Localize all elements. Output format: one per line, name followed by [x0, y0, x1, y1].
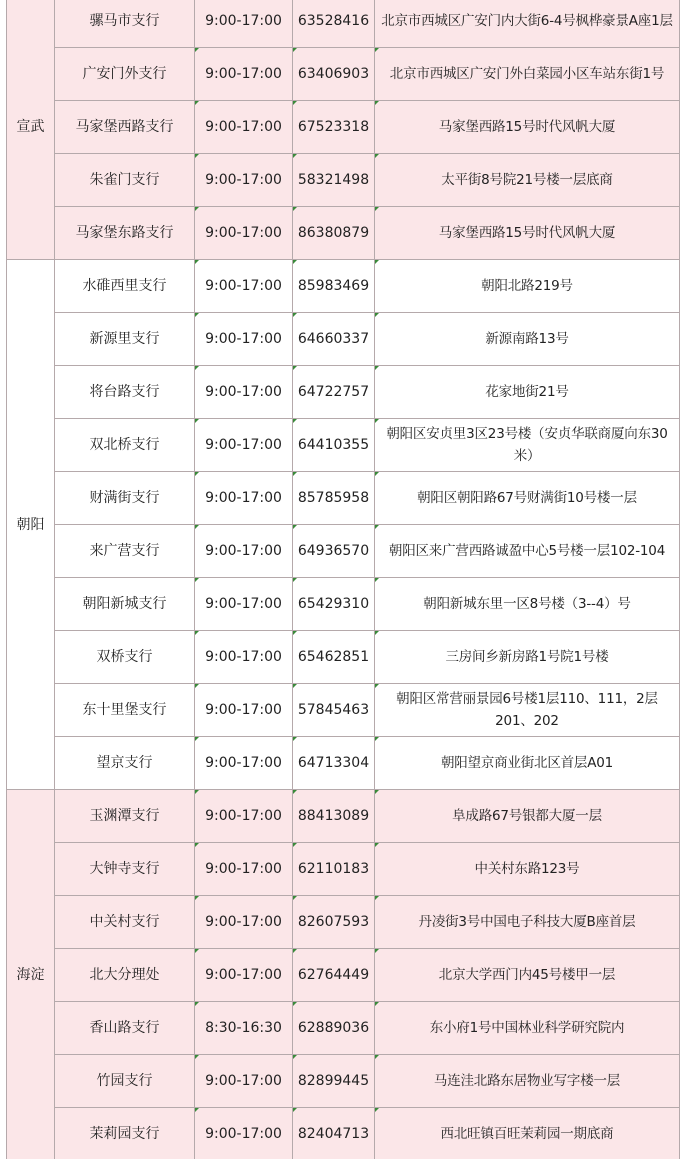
- address-cell-text: 马家堡西路15号时代风帆大厦: [438, 119, 616, 135]
- phone-cell: [293, 313, 375, 366]
- branch-name-cell: [55, 101, 195, 154]
- address-cell-text: 新源南路13号: [485, 331, 569, 347]
- branch-name-cell-text: 新源里支行: [89, 331, 160, 347]
- table-row: [7, 843, 680, 896]
- hours-cell: [195, 843, 293, 896]
- hours-cell: [195, 207, 293, 260]
- phone-cell-text: 64722757: [297, 384, 370, 400]
- branch-name-cell-text: 马家堡东路支行: [75, 225, 174, 241]
- phone-cell-text: 63406903: [297, 66, 370, 82]
- address-cell-text: 花家地街21号: [485, 384, 569, 400]
- cell-marker-icon: [375, 684, 379, 688]
- table-row: [7, 1108, 680, 1159]
- branch-name-cell-text: 骡马市支行: [89, 13, 160, 29]
- phone-cell: [293, 1055, 375, 1108]
- phone-cell-text: 62110183: [297, 861, 370, 877]
- phone-cell: [293, 1108, 375, 1159]
- cell-marker-icon: [293, 949, 297, 953]
- table-row: [7, 1002, 680, 1055]
- hours-cell-text: 9:00-17:00: [205, 967, 282, 983]
- cell-marker-icon: [375, 260, 379, 264]
- branch-name-cell-text: 香山路支行: [89, 1020, 160, 1036]
- table-row: [7, 896, 680, 949]
- cell-marker-icon: [293, 101, 297, 105]
- cell-marker-icon: [195, 48, 199, 52]
- phone-cell: [293, 790, 375, 843]
- cell-marker-icon: [375, 525, 379, 529]
- phone-cell-text: 85983469: [297, 278, 370, 294]
- phone-cell: [293, 419, 375, 472]
- cell-marker-icon: [195, 1002, 199, 1006]
- branch-name-cell-text: 东十里堡支行: [82, 702, 167, 718]
- address-cell-text: 东小府1号中国林业科学研究院内: [429, 1020, 625, 1036]
- table-row: [7, 260, 680, 313]
- hours-cell: [195, 578, 293, 631]
- district-group: [7, 0, 680, 260]
- hours-cell-text: 9:00-17:00: [205, 384, 282, 400]
- branch-name-cell-text: 广安门外支行: [82, 66, 167, 82]
- branch-name-cell-text: 中关村支行: [89, 914, 160, 930]
- branch-name-cell: [55, 1002, 195, 1055]
- branch-name-cell-text: 马家堡西路支行: [75, 119, 174, 135]
- phone-cell: [293, 896, 375, 949]
- address-cell-text: 马家堡西路15号时代风帆大厦: [438, 225, 616, 241]
- phone-cell: [293, 0, 375, 48]
- cell-marker-icon: [293, 737, 297, 741]
- cell-marker-icon: [293, 419, 297, 423]
- phone-cell-text: 62889036: [297, 1020, 370, 1036]
- cell-marker-icon: [195, 896, 199, 900]
- table-row: [7, 48, 680, 101]
- branch-name-cell: [55, 48, 195, 101]
- branch-name-cell: [55, 843, 195, 896]
- cell-marker-icon: [375, 790, 379, 794]
- phone-cell-text: 65462851: [297, 649, 370, 665]
- address-cell: [375, 1002, 680, 1055]
- address-cell: [375, 525, 680, 578]
- branch-name-cell-text: 玉渊潭支行: [89, 808, 160, 824]
- branch-name-cell: [55, 366, 195, 419]
- phone-cell-text: 64713304: [297, 755, 370, 771]
- branch-name-cell-text: 水碓西里支行: [82, 278, 167, 294]
- table-row: [7, 684, 680, 737]
- hours-cell-text: 9:00-17:00: [205, 702, 282, 718]
- cell-marker-icon: [375, 472, 379, 476]
- address-cell-text: 朝阳区常营丽景园6号楼1层110、111，2层201、202: [396, 691, 658, 729]
- branch-name-cell: [55, 313, 195, 366]
- address-cell-text: 中关村东路123号: [474, 861, 580, 877]
- branch-name-cell: [55, 949, 195, 1002]
- cell-marker-icon: [195, 154, 199, 158]
- hours-cell-text: 9:00-17:00: [205, 13, 282, 29]
- cell-marker-icon: [375, 1055, 379, 1059]
- hours-cell: [195, 631, 293, 684]
- phone-cell: [293, 48, 375, 101]
- address-cell-text: 马连洼北路东居物业写字楼一层: [433, 1073, 621, 1089]
- address-cell: [375, 48, 680, 101]
- cell-marker-icon: [195, 313, 199, 317]
- cell-marker-icon: [293, 472, 297, 476]
- address-cell: [375, 843, 680, 896]
- hours-cell-text: 9:00-17:00: [205, 861, 282, 877]
- cell-marker-icon: [293, 48, 297, 52]
- hours-cell-text: 9:00-17:00: [205, 225, 282, 241]
- address-cell: [375, 790, 680, 843]
- branch-name-cell-text: 茉莉园支行: [89, 1126, 160, 1142]
- cell-marker-icon: [375, 843, 379, 847]
- hours-cell-text: 9:00-17:00: [205, 808, 282, 824]
- cell-marker-icon: [195, 1055, 199, 1059]
- cell-marker-icon: [375, 578, 379, 582]
- cell-marker-icon: [195, 631, 199, 635]
- cell-marker-icon: [293, 1002, 297, 1006]
- cell-marker-icon: [195, 1108, 199, 1112]
- address-cell-text: 朝阳新城东里一区8号楼（3--4）号: [423, 596, 631, 612]
- hours-cell: [195, 949, 293, 1002]
- branch-name-cell-text: 双桥支行: [96, 649, 153, 665]
- cell-marker-icon: [195, 260, 199, 264]
- branch-name-cell: [55, 0, 195, 48]
- cell-marker-icon: [293, 207, 297, 211]
- hours-cell: [195, 419, 293, 472]
- hours-cell: [195, 737, 293, 790]
- phone-cell-text: 85785958: [297, 490, 370, 506]
- table-row: [7, 790, 680, 843]
- phone-cell: [293, 949, 375, 1002]
- phone-cell: [293, 154, 375, 207]
- hours-cell-text: 9:00-17:00: [205, 172, 282, 188]
- address-cell-text: 北京市西城区广安门外白菜园小区车站东街1号: [389, 66, 665, 82]
- branch-name-cell: [55, 260, 195, 313]
- phone-cell: [293, 260, 375, 313]
- branch-name-cell: [55, 631, 195, 684]
- hours-cell-text: 9:00-17:00: [205, 649, 282, 665]
- cell-marker-icon: [293, 1055, 297, 1059]
- hours-cell: [195, 896, 293, 949]
- phone-cell: [293, 737, 375, 790]
- cell-marker-icon: [195, 101, 199, 105]
- hours-cell-text: 9:00-17:00: [205, 437, 282, 453]
- address-cell-text: 阜成路67号银都大厦一层: [452, 808, 602, 824]
- cell-marker-icon: [375, 896, 379, 900]
- hours-cell: [195, 260, 293, 313]
- branch-name-cell: [55, 790, 195, 843]
- branch-name-cell-text: 朱雀门支行: [89, 172, 160, 188]
- phone-cell: [293, 472, 375, 525]
- address-cell: [375, 0, 680, 48]
- cell-marker-icon: [375, 419, 379, 423]
- cell-marker-icon: [195, 578, 199, 582]
- branch-name-cell-text: 财满街支行: [89, 490, 160, 506]
- hours-cell: [195, 313, 293, 366]
- address-cell: [375, 207, 680, 260]
- cell-marker-icon: [293, 154, 297, 158]
- branch-name-cell: [55, 525, 195, 578]
- address-cell: [375, 684, 680, 737]
- phone-cell-text: 64660337: [297, 331, 370, 347]
- phone-cell: [293, 578, 375, 631]
- hours-cell: [195, 684, 293, 737]
- address-cell: [375, 737, 680, 790]
- cell-marker-icon: [293, 843, 297, 847]
- phone-cell: [293, 631, 375, 684]
- phone-cell: [293, 525, 375, 578]
- cell-marker-icon: [195, 949, 199, 953]
- phone-cell-text: 67523318: [297, 119, 370, 135]
- cell-marker-icon: [293, 684, 297, 688]
- cell-marker-icon: [293, 790, 297, 794]
- district-cell: 朝阳: [7, 260, 55, 790]
- address-cell-text: 朝阳区安贞里3区23号楼（安贞华联商厦向东30米）: [386, 426, 668, 464]
- address-cell: [375, 472, 680, 525]
- hours-cell-text: 9:00-17:00: [205, 490, 282, 506]
- address-cell: [375, 260, 680, 313]
- branch-name-cell: [55, 737, 195, 790]
- branch-table: [6, 0, 680, 1159]
- phone-cell-text: 62764449: [297, 967, 370, 983]
- table-row: [7, 366, 680, 419]
- hours-cell: [195, 0, 293, 48]
- phone-cell-text: 64410355: [297, 437, 370, 453]
- hours-cell: [195, 154, 293, 207]
- address-cell-text: 朝阳北路219号: [481, 278, 573, 294]
- phone-cell-text: 86380879: [297, 225, 370, 241]
- hours-cell-text: 9:00-17:00: [205, 66, 282, 82]
- address-cell-text: 西北旺镇百旺茉莉园一期底商: [440, 1126, 614, 1142]
- address-cell: [375, 419, 680, 472]
- hours-cell-text: 9:00-17:00: [205, 596, 282, 612]
- hours-cell: [195, 1055, 293, 1108]
- hours-cell-text: 9:00-17:00: [205, 1126, 282, 1142]
- table-row: [7, 631, 680, 684]
- cell-marker-icon: [293, 631, 297, 635]
- branch-name-cell: [55, 684, 195, 737]
- branch-name-cell: [55, 472, 195, 525]
- phone-cell-text: 82899445: [297, 1073, 370, 1089]
- table-row: [7, 313, 680, 366]
- phone-cell-text: 58321498: [297, 172, 370, 188]
- cell-marker-icon: [293, 525, 297, 529]
- hours-cell: [195, 790, 293, 843]
- table-row: [7, 525, 680, 578]
- table-row: [7, 0, 680, 48]
- hours-cell-text: 9:00-17:00: [205, 1073, 282, 1089]
- phone-cell-text: 57845463: [297, 702, 370, 718]
- branch-name-cell: [55, 1108, 195, 1159]
- address-cell-text: 丹凌街3号中国电子科技大厦B座首层: [418, 914, 636, 930]
- phone-cell: [293, 1002, 375, 1055]
- cell-marker-icon: [195, 472, 199, 476]
- table-row: [7, 1055, 680, 1108]
- cell-marker-icon: [375, 313, 379, 317]
- cell-marker-icon: [293, 260, 297, 264]
- cell-marker-icon: [195, 843, 199, 847]
- hours-cell: [195, 366, 293, 419]
- hours-cell-text: 9:00-17:00: [205, 119, 282, 135]
- cell-marker-icon: [195, 419, 199, 423]
- district-cell: 海淀: [7, 790, 55, 1159]
- branch-name-cell-text: 大钟寺支行: [89, 861, 160, 877]
- address-cell: [375, 631, 680, 684]
- table-row: [7, 472, 680, 525]
- table-row: [7, 207, 680, 260]
- hours-cell-text: 9:00-17:00: [205, 278, 282, 294]
- table-row: [7, 419, 680, 472]
- phone-cell-text: 65429310: [297, 596, 370, 612]
- cell-marker-icon: [195, 525, 199, 529]
- address-cell: [375, 949, 680, 1002]
- phone-cell-text: 63528416: [297, 13, 370, 29]
- cell-marker-icon: [195, 737, 199, 741]
- district-cell: 宣武: [7, 0, 55, 260]
- cell-marker-icon: [375, 737, 379, 741]
- hours-cell: [195, 101, 293, 154]
- cell-marker-icon: [293, 366, 297, 370]
- phone-cell: [293, 101, 375, 154]
- address-cell: [375, 1108, 680, 1159]
- address-cell: [375, 896, 680, 949]
- hours-cell: [195, 48, 293, 101]
- address-cell-text: 朝阳区来广营西路诚盈中心5号楼一层102-104: [388, 543, 666, 559]
- branch-name-cell-text: 将台路支行: [89, 384, 160, 400]
- address-cell-text: 朝阳区朝阳路67号财满街10号楼一层: [417, 490, 637, 506]
- branch-name-cell-text: 来广营支行: [89, 543, 160, 559]
- address-cell: [375, 154, 680, 207]
- hours-cell: [195, 1002, 293, 1055]
- cell-marker-icon: [375, 207, 379, 211]
- address-cell: [375, 313, 680, 366]
- branch-name-cell: [55, 1055, 195, 1108]
- hours-cell-text: 9:00-17:00: [205, 914, 282, 930]
- phone-cell: [293, 366, 375, 419]
- branch-name-cell-text: 北大分理处: [89, 967, 160, 983]
- branch-name-cell: [55, 419, 195, 472]
- phone-cell-text: 82404713: [297, 1126, 370, 1142]
- table-row: [7, 154, 680, 207]
- phone-cell: [293, 843, 375, 896]
- branch-name-cell-text: 竹园支行: [96, 1073, 153, 1089]
- branch-name-cell-text: 望京支行: [96, 755, 153, 771]
- branch-name-cell: [55, 896, 195, 949]
- cell-marker-icon: [375, 949, 379, 953]
- cell-marker-icon: [375, 1108, 379, 1112]
- cell-marker-icon: [195, 684, 199, 688]
- table-row: [7, 101, 680, 154]
- branch-name-cell-text: 双北桥支行: [89, 437, 160, 453]
- phone-cell: [293, 684, 375, 737]
- hours-cell: [195, 472, 293, 525]
- cell-marker-icon: [293, 896, 297, 900]
- district-group: [7, 790, 680, 1159]
- cell-marker-icon: [293, 578, 297, 582]
- phone-cell: [293, 207, 375, 260]
- phone-cell-text: 82607593: [297, 914, 370, 930]
- cell-marker-icon: [375, 366, 379, 370]
- cell-marker-icon: [375, 154, 379, 158]
- hours-cell-text: 9:00-17:00: [205, 331, 282, 347]
- table-row: [7, 737, 680, 790]
- address-cell-text: 北京市西城区广安门内大街6-4号枫桦豪景A座1层: [381, 13, 673, 29]
- hours-cell-text: 8:30-16:30: [205, 1020, 282, 1036]
- cell-marker-icon: [375, 1002, 379, 1006]
- hours-cell: [195, 1108, 293, 1159]
- branch-name-cell: [55, 207, 195, 260]
- cell-marker-icon: [375, 631, 379, 635]
- address-cell-text: 太平街8号院21号楼一层底商: [441, 172, 613, 188]
- district-group: [7, 260, 680, 790]
- phone-cell-text: 88413089: [297, 808, 370, 824]
- cell-marker-icon: [293, 1108, 297, 1112]
- hours-cell: [195, 525, 293, 578]
- cell-marker-icon: [375, 48, 379, 52]
- address-cell-text: 朝阳望京商业街北区首层A01: [440, 755, 614, 771]
- branch-name-cell: [55, 578, 195, 631]
- branch-name-cell-text: 朝阳新城支行: [82, 596, 167, 612]
- address-cell-text: 三房间乡新房路1号院1号楼: [445, 649, 609, 665]
- cell-marker-icon: [195, 207, 199, 211]
- phone-cell-text: 64936570: [297, 543, 370, 559]
- cell-marker-icon: [195, 790, 199, 794]
- branch-name-cell: [55, 154, 195, 207]
- cell-marker-icon: [293, 313, 297, 317]
- hours-cell-text: 9:00-17:00: [205, 543, 282, 559]
- cell-marker-icon: [195, 366, 199, 370]
- cell-marker-icon: [375, 101, 379, 105]
- address-cell: [375, 366, 680, 419]
- address-cell: [375, 1055, 680, 1108]
- table-row: [7, 949, 680, 1002]
- hours-cell-text: 9:00-17:00: [205, 755, 282, 771]
- table-row: [7, 578, 680, 631]
- address-cell: [375, 578, 680, 631]
- address-cell-text: 北京大学西门内45号楼甲一层: [438, 967, 616, 983]
- address-cell: [375, 101, 680, 154]
